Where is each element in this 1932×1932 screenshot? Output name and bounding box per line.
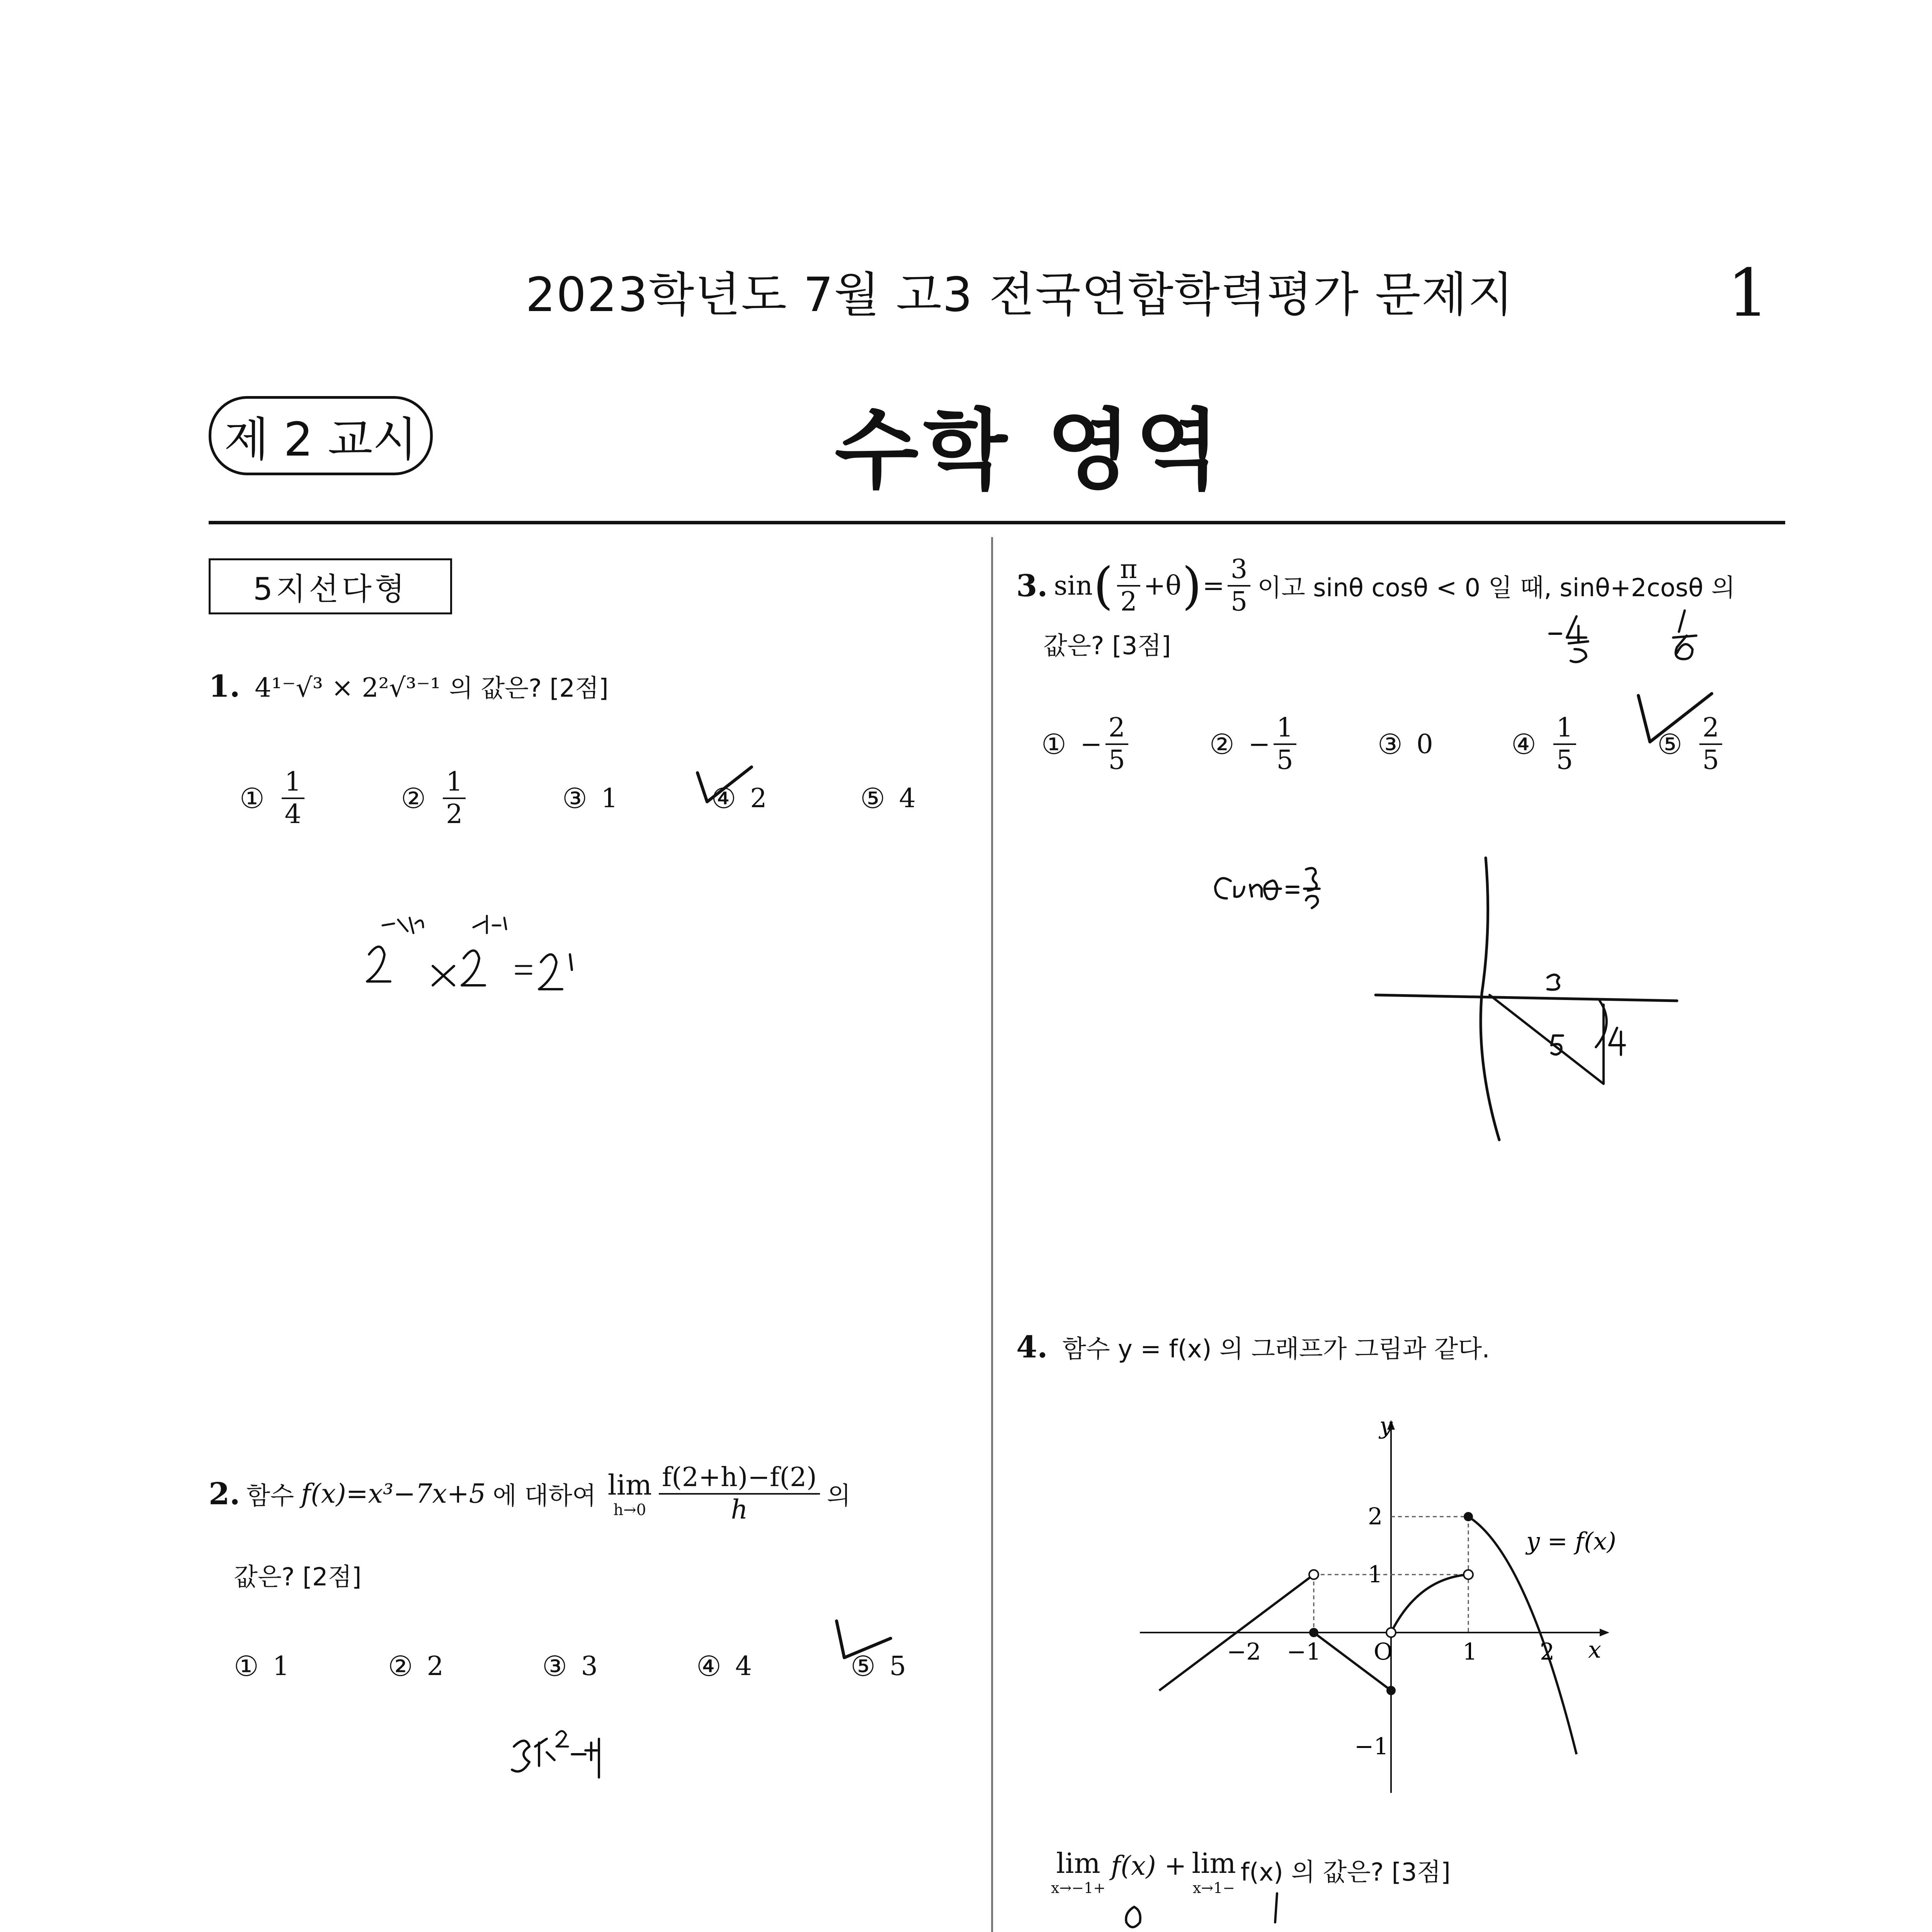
tick-label: −1 [1287,1638,1321,1665]
option-value: 1 [601,783,618,814]
q2-function: f(x)=x³−7x+5 [301,1478,486,1509]
option-marker: ② [401,782,426,815]
question-number: 2. [209,1476,240,1512]
session-badge: 제 2 교시 [209,396,433,475]
q3-equals: = [1202,570,1225,601]
denominator: h [731,1495,748,1525]
q2-mid: 에 대하여 [493,1482,596,1510]
numerator: 1 [1553,715,1576,745]
check-mark [837,1621,891,1658]
option-marker: ③ [562,782,587,815]
tick-label: 2 [1540,1638,1555,1665]
numerator: 2 [1699,715,1722,745]
numerator: 2 [1105,715,1128,745]
numerator: 1 [282,769,304,799]
option-value: 1 [272,1651,289,1682]
numerator: f(2+h)−f(2) [659,1464,820,1495]
q1-scratch-work [367,916,572,989]
option-marker: ⑤ [860,782,885,815]
option-value: 2 [427,1651,444,1682]
q3-sin: sin [1054,570,1093,601]
exam-title: 2023학년도 7월 고3 전국연합학력평가 문제지 [526,267,1514,322]
axis-label-y: y [1379,1412,1393,1439]
denominator: 5 [1230,587,1248,617]
tick-label: −2 [1227,1638,1261,1665]
q2-scratch-work [512,1731,599,1777]
denominator: 4 [284,799,301,830]
q4-expr2: f(x) 의 값은? [3점] [1240,1858,1451,1887]
check-mark [1638,694,1712,742]
q4-scratch-work [1126,1893,1277,1927]
q3-condition: 이고 sinθ cosθ < 0 일 때, sinθ+2cosθ 의 [1257,574,1735,602]
denominator: 5 [1108,745,1125,776]
option-sign: − [1248,729,1270,760]
q3-scratch-work [1215,611,1696,908]
subject-title: 수학 영역 [835,400,1224,501]
q3-triangle-sketch [1376,858,1677,1140]
option-marker: ④ [696,1650,721,1682]
q4-prompt: 함수 y = f(x) 의 그래프가 그림과 같다. [1062,1335,1490,1364]
q1-prompt: 의 값은? [2점] [449,674,609,703]
axis-label-x: x [1588,1636,1601,1663]
q3-line2: 값은? [3점] [1043,632,1171,660]
q1-expression: 4¹⁻√³ × 2²√³⁻¹ [255,673,441,703]
limit-subscript: h→0 [613,1501,646,1519]
tick-label: 2 [1368,1503,1383,1530]
option-value: 0 [1416,729,1433,760]
tick-label: 1 [1463,1638,1478,1665]
page-number: 1 [1727,255,1769,332]
check-mark [697,767,752,802]
q2-tail: 의 [827,1482,851,1510]
option-marker: ④ [1511,728,1536,760]
option-marker: ③ [542,1650,567,1682]
question-3: 3. sin ( $\frac{\pi}{2}$ +θ ) = $\frac{3}{5}$ 이고 sinθ cosθ < 0 일 때, sinθ+2cosθ 의 [1016,554,1735,617]
q2-line2: 값은? [2점] [234,1563,362,1592]
question-type-box: 5지선다형 [209,558,452,614]
denominator: 2 [446,799,463,830]
option-marker: ② [388,1650,413,1682]
numerator: 1 [1274,715,1296,745]
q2-lead: 함수 [246,1482,294,1510]
denominator: 2 [1120,587,1137,617]
denominator: 5 [1702,745,1719,776]
tick-label: 1 [1368,1561,1383,1588]
tick-label: −1 [1354,1733,1389,1760]
option-marker: ② [1209,728,1235,760]
numerator: π [1117,556,1141,587]
question-number: 3. [1016,568,1048,604]
option-marker: ① [240,782,265,815]
limit-label: lim [607,1469,652,1501]
numerator: 3 [1228,556,1250,587]
option-marker: ④ [711,782,736,815]
option-marker: ⑤ [850,1650,876,1682]
option-marker: ① [234,1650,259,1682]
limit-subscript: x→−1+ [1051,1879,1106,1896]
q3-theta: +θ [1143,570,1182,601]
numerator: 1 [443,769,466,799]
option-value: 3 [581,1651,598,1682]
option-value: 4 [735,1651,752,1682]
q4-expr: f(x) + [1111,1851,1187,1881]
option-value: 5 [889,1651,906,1682]
option-marker: ⑤ [1657,728,1682,760]
question-number: 1. [209,669,240,704]
option-value: 4 [899,783,916,814]
option-value: 2 [750,783,767,814]
option-sign: − [1080,729,1102,760]
denominator: 5 [1556,745,1573,776]
origin-label: O [1374,1638,1393,1665]
limit-label: lim [1192,1847,1236,1879]
graph-label: y = f(x) [1526,1527,1616,1555]
limit-label: lim [1056,1847,1100,1879]
limit-subscript: x→1− [1192,1879,1235,1896]
denominator: 5 [1276,745,1293,776]
option-marker: ③ [1378,728,1403,760]
option-marker: ① [1041,728,1066,760]
question-number: 4. [1016,1330,1048,1365]
